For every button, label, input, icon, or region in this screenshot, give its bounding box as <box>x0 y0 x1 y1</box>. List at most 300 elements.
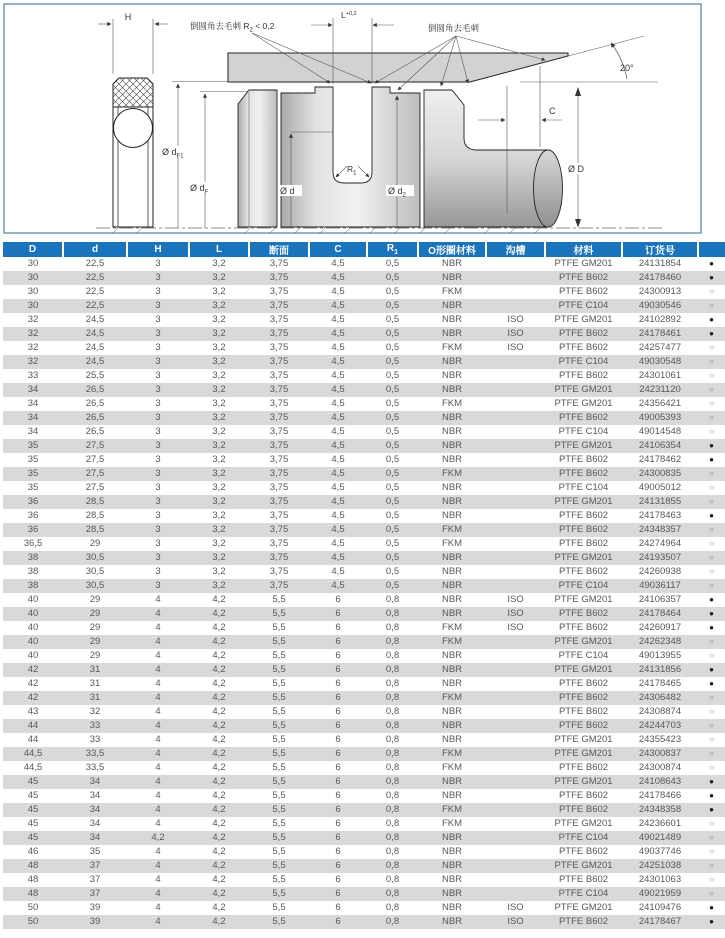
cell-d: 37 <box>89 860 101 871</box>
cell-H: 4 <box>155 762 161 773</box>
cell-d: 31 <box>89 664 101 675</box>
cell-L: 3,2 <box>212 426 226 437</box>
cell-R1: 0,5 <box>385 454 400 465</box>
cell-D: 38 <box>27 552 39 563</box>
cell-D: 30 <box>27 272 39 283</box>
table-row <box>3 775 725 789</box>
cell-oring-material: NBR <box>441 706 463 717</box>
cell-d: 27,5 <box>85 482 105 493</box>
cell-d: 29 <box>89 622 101 633</box>
cell-C: 6 <box>335 916 341 927</box>
cell-C: 6 <box>335 860 341 871</box>
cell-groove <box>486 803 545 817</box>
availability-dot: ● <box>709 903 714 912</box>
cell-material: PTFE GM201 <box>554 552 613 563</box>
cell-R1: 0,5 <box>385 580 400 591</box>
cell-oring-material: FKM <box>441 342 463 353</box>
cell-oring-material: NBR <box>441 874 463 885</box>
cell-C: 4,5 <box>331 370 345 381</box>
cell-section: 3,75 <box>269 524 289 535</box>
cell-D: 32 <box>27 328 39 339</box>
availability-dot: ○ <box>709 847 714 856</box>
cell-groove <box>486 691 545 705</box>
cell-L: 3,2 <box>212 398 226 409</box>
cell-R1: 0,8 <box>385 832 400 843</box>
table-header <box>3 242 725 257</box>
cell-material: PTFE B602 <box>558 720 609 731</box>
availability-dot: ○ <box>709 399 714 408</box>
cell-order-number: 24102892 <box>638 314 682 325</box>
cell-order-number: 49021489 <box>638 832 682 843</box>
cell-material: PTFE B602 <box>558 790 609 801</box>
cell-H: 4 <box>155 734 161 745</box>
cell-material: PTFE GM201 <box>554 664 613 675</box>
cell-groove <box>486 495 545 509</box>
cell-C: 4,5 <box>331 440 345 451</box>
cell-groove <box>486 299 545 313</box>
cell-material: PTFE B602 <box>558 846 609 857</box>
cell-order-number: 24178460 <box>638 272 682 283</box>
header-row <box>3 242 725 257</box>
cell-L: 4,2 <box>212 916 226 927</box>
cell-oring-material: FKM <box>441 748 463 759</box>
cell-D: 42 <box>27 664 39 675</box>
cell-d: 26,5 <box>85 426 105 437</box>
cell-H: 3 <box>155 510 161 521</box>
availability-dot: ○ <box>709 483 714 492</box>
label-deburr-left: 倒圆角去毛刺 $R_2 < 0,2$ <box>190 21 275 34</box>
cell-C: 6 <box>335 650 341 661</box>
cell-order-number: 24301063 <box>638 874 682 885</box>
cell-section: 3,75 <box>269 468 289 479</box>
cell-oring-material: NBR <box>441 482 463 493</box>
o-ring <box>114 109 153 148</box>
availability-dot: ● <box>709 679 714 688</box>
availability-dot: ● <box>709 609 714 618</box>
col-header-section: 断面 <box>249 242 309 257</box>
cell-groove <box>486 887 545 901</box>
cell-oring-material: FKM <box>441 398 463 409</box>
cell-d: 31 <box>89 678 101 689</box>
cell-oring-material: NBR <box>441 902 463 913</box>
cell-oring-material: FKM <box>441 538 463 549</box>
cell-R1: 0,5 <box>385 482 400 493</box>
availability-dot: ○ <box>709 287 714 296</box>
cell-C: 4,5 <box>331 356 345 367</box>
cell-H: 4 <box>155 804 161 815</box>
cell-material: PTFE GM201 <box>554 636 613 647</box>
cell-C: 4,5 <box>331 342 345 353</box>
table-row <box>3 621 725 635</box>
availability-dot: ○ <box>709 637 714 646</box>
cell-R1: 0,8 <box>385 846 400 857</box>
cell-H: 3 <box>155 496 161 507</box>
cell-d: 26,5 <box>85 398 105 409</box>
cell-groove <box>486 397 545 411</box>
cell-H: 3 <box>155 258 161 269</box>
cell-section: 5,5 <box>272 846 286 857</box>
cell-groove <box>486 761 545 775</box>
cell-material: PTFE B602 <box>558 916 609 927</box>
cell-oring-material: NBR <box>441 888 463 899</box>
cell-order-number: 24260938 <box>638 566 682 577</box>
cell-L: 4,2 <box>212 748 226 759</box>
cell-L: 3,2 <box>212 510 226 521</box>
cell-C: 4,5 <box>331 524 345 535</box>
cell-d: 33 <box>89 720 101 731</box>
cell-oring-material: NBR <box>441 496 463 507</box>
cell-H: 4 <box>155 608 161 619</box>
cell-material: PTFE B602 <box>558 342 609 353</box>
cell-order-number: 49030548 <box>638 356 682 367</box>
cell-H: 4 <box>155 790 161 801</box>
cell-D: 35 <box>27 482 39 493</box>
cell-material: PTFE C104 <box>558 482 609 493</box>
availability-dot: ○ <box>709 525 714 534</box>
cell-d: 30,5 <box>85 552 105 563</box>
cell-groove <box>486 859 545 873</box>
cell-D: 42 <box>27 678 39 689</box>
cell-D: 30 <box>27 258 39 269</box>
availability-dot: ○ <box>709 889 714 898</box>
cell-section: 3,75 <box>269 510 289 521</box>
availability-dot: ○ <box>709 735 714 744</box>
cell-H: 4 <box>155 902 161 913</box>
cell-H: 4 <box>155 692 161 703</box>
cell-H: 4 <box>155 860 161 871</box>
availability-dot: ● <box>709 777 714 786</box>
cell-oring-material: NBR <box>441 412 463 423</box>
cell-order-number: 24131855 <box>638 496 682 507</box>
cell-L: 3,2 <box>212 300 226 311</box>
cell-R1: 0,8 <box>385 790 400 801</box>
availability-dot: ○ <box>709 497 714 506</box>
cell-d: 35 <box>89 846 101 857</box>
cell-d: 29 <box>89 594 101 605</box>
cell-groove: ISO <box>507 328 524 339</box>
cell-d: 28,5 <box>85 524 105 535</box>
cell-L: 3,2 <box>212 580 226 591</box>
cell-H: 3 <box>155 342 161 353</box>
cell-section: 5,5 <box>272 818 286 829</box>
availability-dot: ● <box>709 511 714 520</box>
shaft-block-left <box>238 90 277 227</box>
table-row <box>3 481 725 495</box>
cell-order-number: 24300835 <box>638 468 682 479</box>
cell-C: 4,5 <box>331 552 345 563</box>
cell-section: 3,75 <box>269 342 289 353</box>
cell-C: 4,5 <box>331 384 345 395</box>
cell-R1: 0,8 <box>385 860 400 871</box>
cell-d: 25,5 <box>85 370 105 381</box>
cell-section: 5,5 <box>272 692 286 703</box>
cell-D: 36 <box>27 524 39 535</box>
cell-R1: 0,8 <box>385 776 400 787</box>
table-row <box>3 565 725 579</box>
cell-order-number: 24109476 <box>638 902 682 913</box>
availability-dot: ○ <box>709 861 714 870</box>
table-row <box>3 411 725 425</box>
cell-section: 3,75 <box>269 566 289 577</box>
label-R1: $R_1$ <box>347 164 357 177</box>
table-row <box>3 327 725 341</box>
cell-L: 4,2 <box>212 874 226 885</box>
cell-H: 4,2 <box>151 832 165 843</box>
cell-D: 44,5 <box>23 762 43 773</box>
cell-C: 6 <box>335 818 341 829</box>
cell-C: 6 <box>335 608 341 619</box>
cell-order-number: 24108643 <box>638 776 682 787</box>
cell-L: 3,2 <box>212 286 226 297</box>
table-row <box>3 677 725 691</box>
cell-oring-material: NBR <box>441 328 463 339</box>
cell-H: 3 <box>155 454 161 465</box>
cell-C: 4,5 <box>331 482 345 493</box>
cell-oring-material: FKM <box>441 468 463 479</box>
cell-oring-material: FKM <box>441 804 463 815</box>
cell-R1: 0,5 <box>385 356 400 367</box>
cell-section: 3,75 <box>269 552 289 563</box>
cell-H: 3 <box>155 566 161 577</box>
cell-D: 36 <box>27 510 39 521</box>
cell-L: 3,2 <box>212 566 226 577</box>
cell-groove <box>486 817 545 831</box>
cell-section: 3,75 <box>269 286 289 297</box>
cell-D: 35 <box>27 454 39 465</box>
cell-material: PTFE B602 <box>558 286 609 297</box>
cell-material: PTFE GM201 <box>554 496 613 507</box>
cell-groove <box>486 383 545 397</box>
cell-order-number: 24106354 <box>638 440 682 451</box>
cell-D: 50 <box>27 902 39 913</box>
cell-groove <box>486 845 545 859</box>
cell-order-number: 24131856 <box>638 664 682 675</box>
col-header-groove: 沟槽 <box>486 242 545 257</box>
cell-section: 5,5 <box>272 636 286 647</box>
table-row <box>3 579 725 593</box>
table-row <box>3 733 725 747</box>
cell-groove <box>486 719 545 733</box>
cell-L: 3,2 <box>212 524 226 535</box>
cell-order-number: 24348357 <box>638 524 682 535</box>
cell-D: 45 <box>27 818 39 829</box>
cell-groove <box>486 663 545 677</box>
label-deburr-right: 倒圆角去毛刺 <box>428 23 480 33</box>
availability-dot: ● <box>709 665 714 674</box>
cell-d: 26,5 <box>85 412 105 423</box>
cell-D: 34 <box>27 426 39 437</box>
cell-oring-material: NBR <box>441 566 463 577</box>
cell-material: PTFE C104 <box>558 356 609 367</box>
availability-dot: ● <box>709 805 714 814</box>
cell-oring-material: FKM <box>441 286 463 297</box>
cell-section: 5,5 <box>272 902 286 913</box>
cell-C: 6 <box>335 622 341 633</box>
col-header-d: d <box>63 242 127 257</box>
cell-H: 3 <box>155 482 161 493</box>
cell-d: 24,5 <box>85 328 105 339</box>
cell-D: 45 <box>27 790 39 801</box>
cell-H: 3 <box>155 356 161 367</box>
availability-dot: ● <box>709 315 714 324</box>
cell-R1: 0,8 <box>385 594 400 605</box>
cell-L: 3,2 <box>212 496 226 507</box>
table-row <box>3 551 725 565</box>
cell-oring-material: NBR <box>441 734 463 745</box>
cell-L: 4,2 <box>212 720 226 731</box>
cell-material: PTFE GM201 <box>554 398 613 409</box>
cell-order-number: 49014548 <box>638 426 682 437</box>
cell-R1: 0,5 <box>385 412 400 423</box>
cell-oring-material: NBR <box>441 846 463 857</box>
cell-section: 5,5 <box>272 664 286 675</box>
availability-dot: ● <box>709 623 714 632</box>
cell-H: 3 <box>155 286 161 297</box>
cell-C: 4,5 <box>331 566 345 577</box>
table-row <box>3 341 725 355</box>
cell-D: 40 <box>27 650 39 661</box>
cell-oring-material: FKM <box>441 692 463 703</box>
table-row <box>3 649 725 663</box>
cell-material: PTFE C104 <box>558 580 609 591</box>
cell-D: 40 <box>27 636 39 647</box>
table-row <box>3 719 725 733</box>
cell-section: 3,75 <box>269 356 289 367</box>
cell-section: 5,5 <box>272 608 286 619</box>
seal-installation-drawing <box>0 0 706 238</box>
cell-section: 5,5 <box>272 720 286 731</box>
cell-D: 48 <box>27 874 39 885</box>
cell-oring-material: FKM <box>441 636 463 647</box>
cell-groove <box>486 831 545 845</box>
cell-L: 4,2 <box>212 636 226 647</box>
cell-L: 4,2 <box>212 790 226 801</box>
cell-H: 4 <box>155 916 161 927</box>
cell-d: 29 <box>89 636 101 647</box>
cell-groove <box>486 747 545 761</box>
cell-order-number: 24131854 <box>638 258 682 269</box>
cell-R1: 0,5 <box>385 300 400 311</box>
cell-d: 34 <box>89 818 101 829</box>
table-row <box>3 915 725 929</box>
cell-groove <box>486 425 545 439</box>
cell-H: 3 <box>155 300 161 311</box>
cell-oring-material: NBR <box>441 454 463 465</box>
cell-material: PTFE B602 <box>558 566 609 577</box>
cell-order-number: 24178464 <box>638 608 682 619</box>
cell-order-number: 24193507 <box>638 552 682 563</box>
cell-C: 4,5 <box>331 286 345 297</box>
cell-material: PTFE B602 <box>558 622 609 633</box>
cell-D: 44 <box>27 720 39 731</box>
cell-D: 48 <box>27 860 39 871</box>
cell-D: 32 <box>27 356 39 367</box>
cell-material: PTFE B602 <box>558 272 609 283</box>
cell-order-number: 24106357 <box>638 594 682 605</box>
cell-C: 6 <box>335 594 341 605</box>
cell-R1: 0,8 <box>385 636 400 647</box>
cell-groove: ISO <box>507 594 524 605</box>
table-row <box>3 901 725 915</box>
seal-cross-section <box>113 78 153 227</box>
cell-material: PTFE B602 <box>558 524 609 535</box>
cell-material: PTFE B602 <box>558 706 609 717</box>
cell-d: 33,5 <box>85 762 105 773</box>
cell-groove <box>486 733 545 747</box>
cell-C: 6 <box>335 678 341 689</box>
table-row <box>3 425 725 439</box>
cell-section: 3,75 <box>269 412 289 423</box>
cell-oring-material: NBR <box>441 790 463 801</box>
availability-dot: ○ <box>709 567 714 576</box>
cell-material: PTFE GM201 <box>554 314 613 325</box>
cell-C: 4,5 <box>331 300 345 311</box>
availability-dot: ● <box>709 259 714 268</box>
col-header-R1: $R_1$ <box>367 242 418 257</box>
cell-L: 3,2 <box>212 356 226 367</box>
cell-H: 3 <box>155 524 161 535</box>
table-row <box>3 705 725 719</box>
cell-d: 27,5 <box>85 440 105 451</box>
cell-oring-material: NBR <box>441 860 463 871</box>
cell-section: 5,5 <box>272 706 286 717</box>
table-row <box>3 747 725 761</box>
cell-groove <box>486 635 545 649</box>
cell-C: 6 <box>335 846 341 857</box>
table-row <box>3 761 725 775</box>
cell-section: 5,5 <box>272 888 286 899</box>
cell-material: PTFE GM201 <box>554 818 613 829</box>
cell-material: PTFE C104 <box>558 426 609 437</box>
cell-section: 5,5 <box>272 790 286 801</box>
cell-H: 3 <box>155 580 161 591</box>
cell-groove <box>486 355 545 369</box>
cell-C: 6 <box>335 734 341 745</box>
cell-groove <box>486 551 545 565</box>
cell-material: PTFE GM201 <box>554 440 613 451</box>
cell-L: 3,2 <box>212 552 226 563</box>
cell-material: PTFE GM201 <box>554 594 613 605</box>
availability-dot: ○ <box>709 875 714 884</box>
cell-groove <box>486 257 545 271</box>
cell-D: 45 <box>27 804 39 815</box>
cell-D: 45 <box>27 832 39 843</box>
cell-R1: 0,5 <box>385 384 400 395</box>
table-row <box>3 873 725 887</box>
cell-C: 4,5 <box>331 426 345 437</box>
cell-C: 6 <box>335 874 341 885</box>
cell-R1: 0,5 <box>385 258 400 269</box>
cell-R1: 0,5 <box>385 272 400 283</box>
cell-d: 29 <box>89 608 101 619</box>
cell-d: 30,5 <box>85 580 105 591</box>
cell-d: 24,5 <box>85 314 105 325</box>
availability-dot: ○ <box>709 763 714 772</box>
cell-order-number: 24244703 <box>638 720 682 731</box>
cell-R1: 0,8 <box>385 692 400 703</box>
cell-oring-material: NBR <box>441 510 463 521</box>
cell-material: PTFE B602 <box>558 538 609 549</box>
cell-R1: 0,8 <box>385 678 400 689</box>
cell-H: 4 <box>155 874 161 885</box>
cell-order-number: 24178461 <box>638 328 682 339</box>
table-row <box>3 453 725 467</box>
cell-section: 3,75 <box>269 328 289 339</box>
cell-d: 34 <box>89 832 101 843</box>
cell-D: 36,5 <box>23 538 43 549</box>
cell-oring-material: NBR <box>441 258 463 269</box>
cell-R1: 0,5 <box>385 370 400 381</box>
